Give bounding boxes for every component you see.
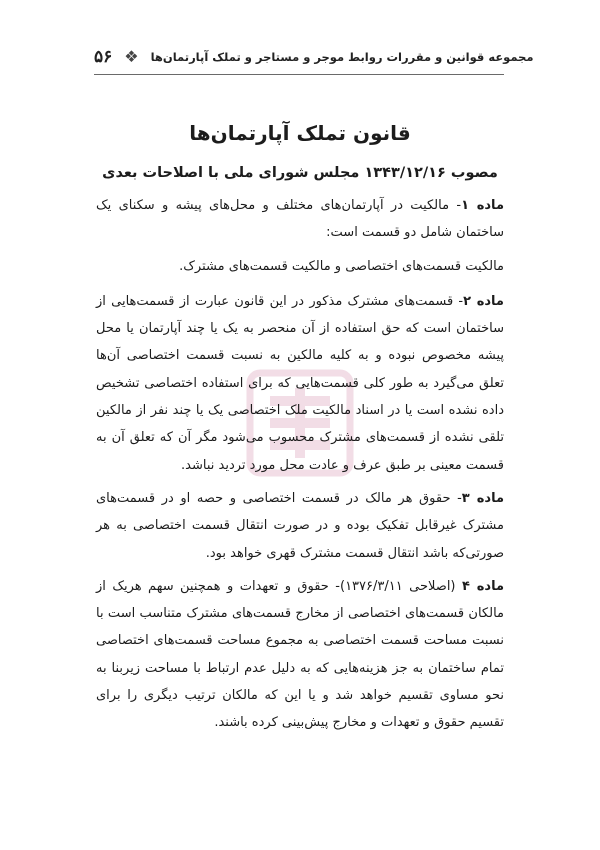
page-header: [94, 40, 534, 75]
article-text: - قسمت‌های مشترک مذکور در این قانون عبارت از قسمت‌هایی از ساختمان است که حق استفاده از آن منحصر به یک یا چند آپارتمان یا محل پیشه مخصوص نبوده و به کلیه مالکین به نسبت قسمت اختصاصی آن‌ها تعلق می‌گیرد به طور کلی قسمت‌هایی که برای استفاده اختصاصی تشخیص داده نشده است یا در اسناد مالکیت ملک اختصاصی یک یا چند نفر از مالکین تلقی نشده از قسمت‌های مشترک محسوب می‌شود مگر آن که تعلق آن به قسمت معینی بر طبق عرف و عادت محل مورد تردید نباشد.: [96, 293, 504, 473]
article-text: - حقوق هر مالک در قسمت اختصاصی و حصه او در قسمت‌های مشترک غیرقابل تفکیک بوده و در صورت انتقال قسمت اختصاصی به هر صورتی‌که باشد انتقال قسمت مشترک قهری خواهد بود.: [96, 490, 504, 561]
article-3: [96, 485, 504, 567]
article-2: [96, 288, 504, 479]
law-subtitle: مصوب ۱۳۴۳/۱۲/۱۶ مجلس شورای ملی با اصلاحات بعدی: [102, 165, 498, 181]
article-label: ماده ۳: [461, 490, 504, 506]
ornament-icon: ❖: [124, 47, 139, 66]
article-text: مالکیت قسمت‌های اختصاصی و مالکیت قسمت‌های مشترک.: [179, 258, 504, 274]
article-label: ماده ۲: [463, 293, 504, 309]
page-number: ۵۶: [94, 47, 113, 67]
article-1: [96, 192, 504, 247]
article-4: [96, 573, 504, 737]
article-label: ماده ۱: [461, 198, 504, 213]
article-text: - مالکیت در آپارتمان‌های مختلف و محل‌های پیشه و سکنای یک ساختمان شامل دو قسمت است:: [96, 198, 504, 241]
article-label: ماده ۴: [461, 578, 505, 594]
page-content: [96, 118, 504, 743]
running-title: مجموعه قوانین و مقررات روابط موجر و مستاجر و تملک آپارتمان‌ها: [150, 50, 534, 64]
article-1-continuation: [96, 253, 504, 280]
article-text: (اصلاحی ۱۳۷۶/۳/۱۱)- حقوق و تعهدات و همچنین سهم هریک از مالکان قسمت‌های اختصاصی از مخارج قسمت‌های مشترک متناسب است با نسبت مساحت قسمت اختصاصی به مجموع مساحت قسمت‌های اختصاصی تمام ساختمان به جز هزینه‌هایی که به دلیل عدم ارتباط با مساحت زیربنا به نحو مساوی تقسیم خواهد شد و یا این که مالکان ترتیب دیگری را برای تقسیم حقوق و تعهدات و مخارج پیش‌بینی کرده باشند.: [96, 578, 504, 731]
law-title: قانون تملک آپارتمان‌ها: [189, 121, 411, 145]
